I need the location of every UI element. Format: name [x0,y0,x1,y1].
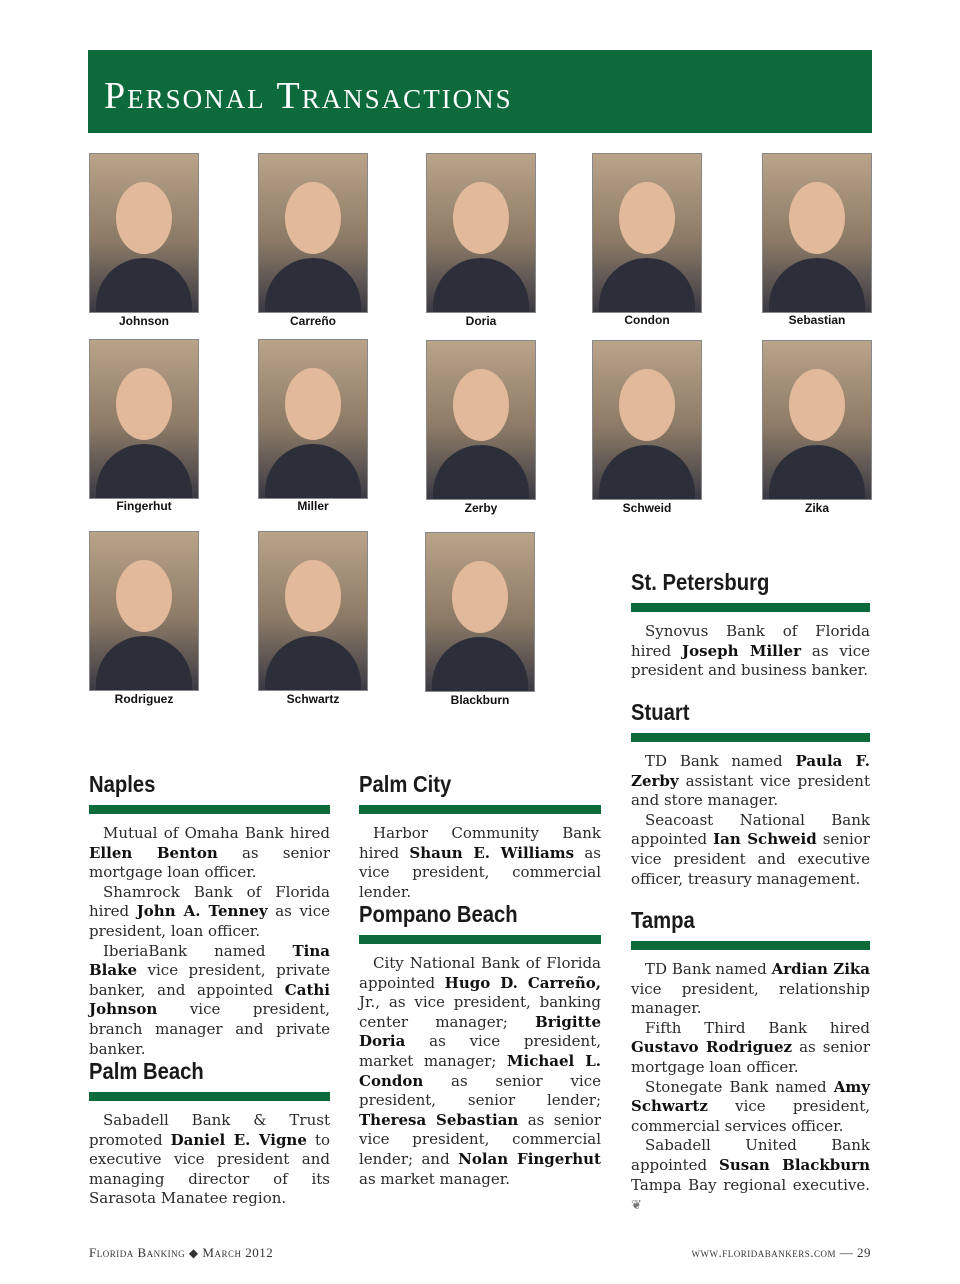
section-rule [359,805,601,814]
photo-caption: Johnson [119,314,169,328]
photo-caption: Carreño [289,314,336,328]
stuart-text: TD Bank named Paula F. Zerby assistant vice president and store manager. Seacoast National Bank appointed Ian Schweid senior vice president and executive officer, treasury management. [631,752,870,888]
photo-caption: Doria [465,314,497,328]
section-rule [631,733,870,742]
section-rule [631,941,870,950]
headshot-photo [762,340,872,500]
headshot-photo [258,153,368,313]
palm-beach-text: Sabadell Bank & Trust promoted Daniel E. Vigne to executive vice president and managing director of its Sarasota Manatee region. [89,1111,331,1208]
photo-caption: Blackburn [450,693,510,707]
photo-caption: Schwartz [286,692,340,706]
footer-left: Florida Banking ◆ March 2012 [89,1245,274,1260]
photo-caption: Condon [624,313,670,327]
st-petersburg-text: Synovus Bank of Florida hired Joseph Miller as vice president and business banker. [631,622,870,680]
headshot-photo [592,340,702,500]
pompano-beach-text: City National Bank of Florida appointed Hugo D. Carreño, Jr., as vice president, banking center manager; Brigitte Doria as vice president, market manager; Michael L. Condon as senior vice president, senior lender; Theresa Sebastian as senior vice president, commercial lender; and Nolan Fingerhut as market manager. [359,954,602,1188]
photo-caption: Fingerhut [116,499,172,513]
section-heading-tampa: Tampa [631,907,695,933]
photo-caption: Schweid [622,501,672,515]
headshot-photo [426,153,536,313]
diamond-icon: ◆ [188,1246,199,1260]
end-mark-icon: ❦ [631,1198,642,1214]
headshot-photo [258,531,368,691]
headshot-photo [426,340,536,500]
section-rule [89,805,330,814]
section-heading-naples: Naples [89,771,156,797]
section-rule [359,935,601,944]
section-heading-palm-beach: Palm Beach [89,1058,204,1084]
tampa-text: TD Bank named Ardian Zika vice president, relationship manager. Fifth Third Bank hired Gustavo Rodriguez as senior mortgage loan officer. Stonegate Bank named Amy Schwartz vice president, commercial services officer. Sabadell United Bank appointed Susan Blackburn Tampa Bay regional executive. ❦ [631,960,871,1214]
naples-text: Mutual of Omaha Bank hired Ellen Benton as senior mortgage loan officer. Shamrock Bank of Florida hired John A. Tenney as vice president, loan officer. IberiaBank named Tina Blake vice president, private banker, and appointed Cathi Johnson vice president, branch manager and private banker. [89,824,330,1058]
section-heading-palm-city: Palm City [359,771,452,797]
footer-url: www.floridabankers.com [691,1245,836,1260]
photo-caption: Sebastian [788,313,846,327]
page-title: Personal Transactions [104,75,513,117]
photo-caption: Miller [297,499,329,513]
headshot-photo [592,153,702,313]
photo-caption: Zerby [464,501,498,515]
palm-city-text: Harbor Community Bank hired Shaun E. Williams as vice president, commercial lender. [359,824,601,901]
section-heading-st-petersburg: St. Petersburg [631,569,770,595]
headshot-photo [762,153,872,313]
headshot-photo [89,339,199,499]
section-heading-pompano-beach: Pompano Beach [359,901,518,927]
headshot-photo [89,153,199,313]
page-number: 29 [857,1245,871,1260]
headshot-photo [425,532,535,692]
section-rule [89,1092,330,1101]
photo-caption: Zika [804,501,829,515]
headshot-photo [89,531,199,691]
section-banner [88,50,872,133]
section-heading-stuart: Stuart [631,699,690,725]
footer-right: www.floridabankers.com — 29 [691,1245,871,1260]
headshot-photo [258,339,368,499]
section-rule [631,603,870,612]
photo-caption: Rodriguez [114,692,174,706]
